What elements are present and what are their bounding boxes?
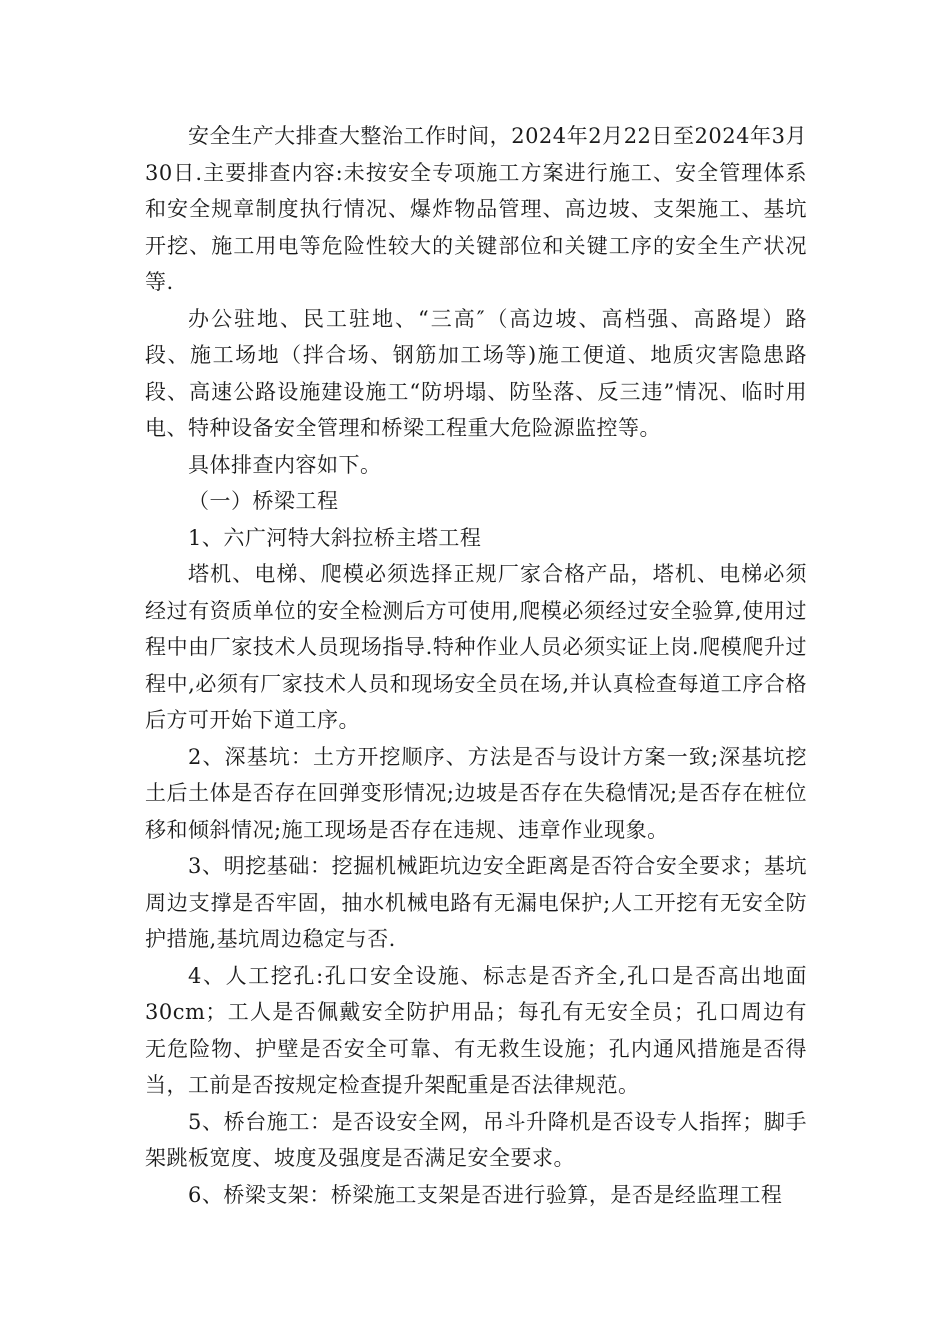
item-deep-foundation-pit: 2、深基坑：土方开挖顺序、方法是否与设计方案一致;深基坑挖土后土体是否存在回弹变形情况;边坡是否存在失稳情况;是否存在桩位移和倾斜情况;施工现场是否存在违规、违章作业现象。: [145, 744, 807, 842]
section-heading-bridge: （一）桥梁工程: [188, 489, 339, 513]
item-abutment-construction: 5、桥台施工：是否设安全网，吊斗升降机是否设专人指挥；脚手架跳板宽度、坡度及强度是否满足安全要求。: [145, 1109, 807, 1170]
paragraph-tower-equipment: 塔机、电梯、爬模必须选择正规厂家合格产品，塔机、电梯必须经过有资质单位的安全检测后方可使用,爬模必须经过安全验算,使用过程中由厂家技术人员现场指导.特种作业人员必须实证上岗.爬模爬升过程中,必须有厂家技术人员和现场安全员在场,并认真检查每道工序合格后方可开始下道工序。: [145, 562, 807, 732]
paragraph-inspection-period: 安全生产大排查大整治工作时间，2024年2月22日至2024年3月30日.主要排查内容:未按安全专项施工方案进行施工、安全管理体系和安全规章制度执行情况、爆炸物品管理、高边坡、支架施工、基坑开挖、施工用电等危险性较大的关键部位和关键工序的安全生产状况等.: [145, 124, 807, 294]
paragraph-inspection-scope: 办公驻地、民工驻地、“三高″（高边坡、高档强、高路堤）路段、施工场地（拌合场、钢筋加工场等)施工便道、地质灾害隐患路段、高速公路设施建设施工“防坍塌、防坠落、反三违”情况、临时用电、特种设备安全管理和桥梁工程重大危险源监控等。: [145, 306, 807, 440]
item-manual-digging: 4、人工挖孔:孔口安全设施、标志是否齐全,孔口是否高出地面30cm；工人是否佩戴安全防护用品；每孔有无安全员；孔口周边有无危险物、护壁是否安全可靠、有无救生设施；孔内通风措施是否得当，工前是否按规定检查提升架配重是否法律规范。: [145, 963, 807, 1097]
item-bridge-support: 6、桥梁支架：桥梁施工支架是否进行验算，是否是经监理工程: [188, 1182, 783, 1207]
item-open-cut-foundation: 3、明挖基础：挖掘机械距坑边安全距离是否符合安全要求；基坑周边支撑是否牢固，抽水机械电路有无漏电保护;人工开挖有无安全防护措施,基坑周边稳定与否.: [145, 854, 807, 951]
paragraph-details-intro: 具体排查内容如下。: [188, 452, 382, 477]
document-page: [145, 118, 807, 1213]
item-heading-main-tower: 1、六广河特大斜拉桥主塔工程: [188, 525, 482, 550]
